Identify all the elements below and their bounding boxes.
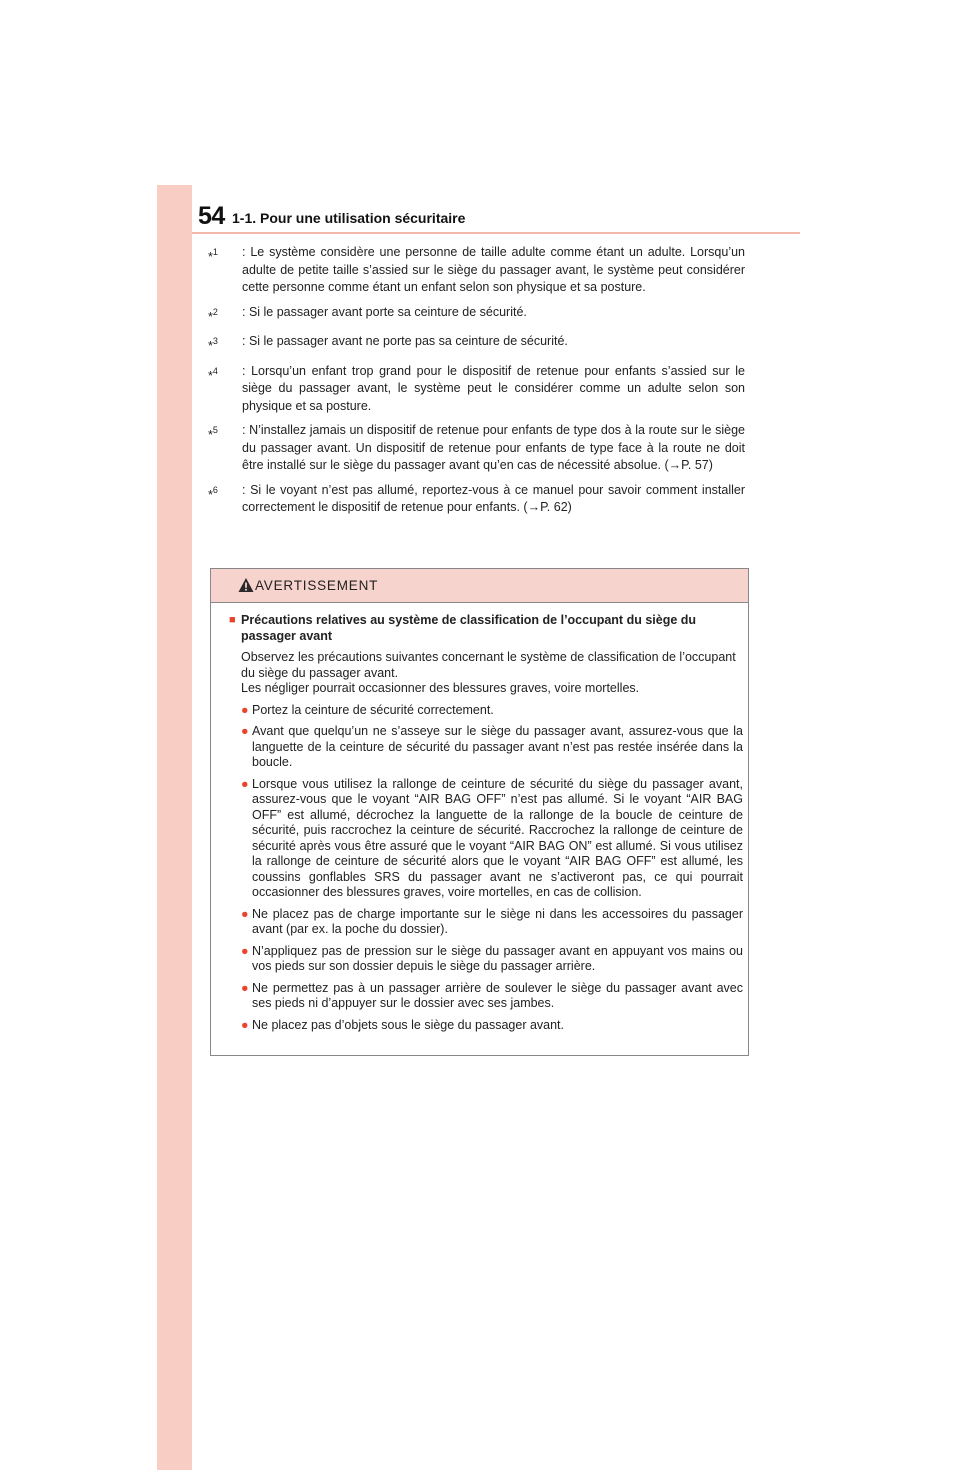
warning-title: AVERTISSEMENT	[255, 578, 379, 593]
footnote	[208, 333, 745, 356]
warning-heading	[229, 613, 743, 644]
dot-bullet-icon: ●	[241, 1017, 249, 1032]
warning-bullet	[241, 777, 743, 901]
warning-triangle-icon	[238, 577, 254, 593]
footnote	[208, 422, 745, 475]
warning-body	[229, 613, 743, 1033]
footnote	[208, 304, 745, 327]
page-number: 54	[198, 202, 225, 230]
warning-intro-line: Observez les précautions suivantes concernant le système de classification de l’occupant du siège du passager avant.	[241, 650, 736, 680]
warning-bullet-text: Portez la ceinture de sécurité correctement.	[252, 702, 494, 717]
footnote-text: : Si le voyant n’est pas allumé, reportez-vous à ce manuel pour savoir comment installer correctement le dispositif de retenue pour enfants. (→P. 62)	[242, 482, 745, 514]
dot-bullet-icon: ●	[241, 943, 249, 958]
warning-heading-text: Précautions relatives au système de classification de l’occupant du siège du passager avant	[241, 613, 697, 643]
warning-bullet	[241, 981, 743, 1012]
dot-bullet-icon: ●	[241, 980, 249, 995]
footnote-marker: *$^1$	[208, 247, 218, 264]
dot-bullet-icon: ●	[241, 776, 249, 791]
footnote-marker: *$^2$	[208, 306, 218, 324]
warning-bullet	[241, 944, 743, 975]
warning-bullet-text: Ne placez pas de charge importante sur le siège ni dans les accessoires du passager avant (par ex. la poche du dossier).	[252, 906, 743, 936]
warning-bullet	[241, 703, 743, 719]
warning-bullet	[241, 1018, 743, 1034]
footnote-text: : N’installez jamais un dispositif de retenue pour enfants de type dos à la route sur le siège du passager avant. Un dispositif de retenue pour enfants de type face à la route ne doit être installé sur le siège du passager avant qu’en cas de nécessité absolue. (→P. 57)	[242, 423, 745, 472]
chapter-side-bar	[157, 185, 192, 1470]
warning-intro-line: Les négliger pourrait occasionner des blessures graves, voire mortelles.	[241, 681, 640, 695]
square-bullet-icon: ■	[229, 614, 236, 626]
footnote-marker: *$^4$	[208, 365, 218, 383]
warning-bullet-text: Avant que quelqu’un ne s’asseye sur le siège du passager avant, assurez-vous que la languette de la ceinture de sécurité du passager avant n’est pas restée insérée dans la boucle.	[252, 724, 743, 769]
footnote-text: : Si le passager avant porte sa ceinture de sécurité.	[242, 304, 527, 319]
warning-bullet-text: Lorsque vous utilisez la rallonge de ceinture de sécurité du siège du passager avant, assurez-vous que le voyant “AIR BAG OFF” n’est pas allumé. Si le voyant “AIR BAG OFF” est allumé, décrochez la languette de la rallonge de la boucle de ceinture de sécurité, puis raccrochez la ceinture de sécurité. Raccrochez la rallonge de ceinture de sécurité après vous être assuré que le voyant “AIR BAG ON” est allumé. Si vous utilisez la rallonge de ceinture de sécurité alors que le voyant “AIR BAG OFF” est allumé, les coussins gonflables SRS du passager avant ne s’activeront pas, ce qui pourrait occasionner des blessures graves, voire mortelles, en cas de collision.	[252, 776, 743, 899]
warning-intro	[241, 650, 743, 697]
footnote-text: : Si le passager avant ne porte pas sa ceinture de sécurité.	[242, 334, 568, 348]
footnote	[208, 244, 745, 297]
dot-bullet-icon: ●	[241, 906, 249, 921]
warning-bullet-text: Ne placez pas d’objets sous le siège du passager avant.	[252, 1017, 564, 1032]
footnotes-list	[208, 244, 745, 524]
footnote	[208, 363, 745, 416]
footnote-marker: *$^5$	[208, 425, 218, 442]
dot-bullet-icon: ●	[241, 724, 249, 738]
footnote-marker: *$^3$	[208, 336, 218, 353]
footnote-marker: *$^6$	[208, 484, 218, 502]
warning-bullet	[241, 907, 743, 938]
warning-bullet	[241, 724, 743, 771]
header-rule	[192, 232, 800, 234]
warning-box	[210, 568, 749, 1056]
footnote-text: : Le système considère une personne de taille adulte comme étant un adulte. Lorsqu’un adulte de petite taille s’assied sur le siège du passager avant, le système peut considérer cette personne comme étant un enfant selon son physique et sa posture.	[242, 245, 745, 294]
warning-bullet-text: N’appliquez pas de pression sur le siège du passager avant en appuyant vos mains ou vos pieds sur son dossier depuis le siège du passager arrière.	[252, 943, 743, 973]
warning-bullet-text: Ne permettez pas à un passager arrière de soulever le siège du passager avant avec ses pieds ni d’appuyer sur le dossier avec ses jambes.	[252, 980, 743, 1010]
section-title: 1-1. Pour une utilisation sécuritaire	[232, 210, 466, 226]
dot-bullet-icon: ●	[241, 702, 249, 717]
footnote-text: : Lorsqu’un enfant trop grand pour le dispositif de retenue pour enfants s’assied sur le siège du passager avant, le système peut le considérer comme un adulte selon son physique et sa posture.	[242, 363, 745, 413]
warning-header	[211, 569, 748, 603]
footnote	[208, 482, 745, 517]
